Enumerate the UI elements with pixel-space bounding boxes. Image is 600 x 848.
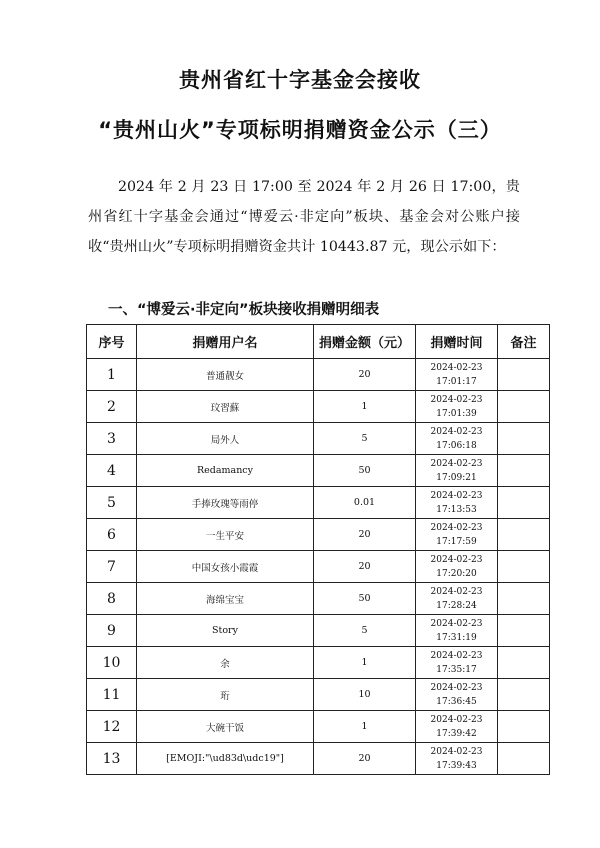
row-time-date: 2024-02-23 (430, 650, 483, 661)
header-time: 捐赠时间 (416, 325, 498, 359)
header-amount: 捐赠金额（元） (314, 325, 416, 359)
row-time-date: 2024-02-23 (430, 362, 483, 373)
document-title-line2: “贵州山火”专项标明捐赠资金公示（三） (98, 118, 502, 142)
table-row (87, 423, 550, 455)
row-remark (498, 711, 550, 743)
row-time (416, 519, 498, 551)
row-remark (498, 359, 550, 391)
table-row (87, 647, 550, 679)
row-amount: 1 (314, 647, 416, 679)
row-amount: 5 (314, 615, 416, 647)
row-donor: [EMOJI:"\ud83d\udc19"] (137, 743, 314, 775)
row-time (416, 583, 498, 615)
row-time-date: 2024-02-23 (430, 394, 483, 405)
table-row (87, 519, 550, 551)
row-time (416, 423, 498, 455)
row-time-clock: 17:28:24 (436, 600, 477, 611)
row-time (416, 359, 498, 391)
table-row (87, 455, 550, 487)
row-time-date: 2024-02-23 (430, 586, 483, 597)
row-donor: 珩 (137, 679, 314, 711)
row-time (416, 711, 498, 743)
row-time-clock: 17:35:17 (436, 664, 477, 675)
row-index: 4 (87, 455, 137, 487)
row-donor: 局外人 (137, 423, 314, 455)
row-donor: Redamancy (137, 455, 314, 487)
row-time (416, 551, 498, 583)
row-remark (498, 583, 550, 615)
row-time (416, 647, 498, 679)
row-amount: 20 (314, 359, 416, 391)
row-donor: 中国女孩小霞霞 (137, 551, 314, 583)
row-time-clock: 17:39:42 (436, 728, 477, 739)
row-remark (498, 391, 550, 423)
row-donor: 海绵宝宝 (137, 583, 314, 615)
table-row (87, 711, 550, 743)
row-index: 10 (87, 647, 137, 679)
table-row (87, 679, 550, 711)
row-time-clock: 17:36:45 (436, 696, 477, 707)
row-time-date: 2024-02-23 (430, 554, 483, 565)
row-amount: 50 (314, 583, 416, 615)
row-donor: 余 (137, 647, 314, 679)
row-donor: 玟習蘇 (137, 391, 314, 423)
row-time-date: 2024-02-23 (430, 458, 483, 469)
table-row (87, 551, 550, 583)
row-index: 8 (87, 583, 137, 615)
row-time-clock: 17:13:53 (436, 504, 477, 515)
row-index: 3 (87, 423, 137, 455)
row-time-date: 2024-02-23 (430, 746, 483, 757)
row-time (416, 487, 498, 519)
table-row (87, 359, 550, 391)
row-time (416, 743, 498, 775)
document-title-line1: 贵州省红十字基金会接收 (179, 68, 421, 92)
row-time (416, 679, 498, 711)
row-index: 13 (87, 743, 137, 775)
header-index: 序号 (87, 325, 137, 359)
row-time-date: 2024-02-23 (430, 522, 483, 533)
row-amount: 1 (314, 391, 416, 423)
row-time-date: 2024-02-23 (430, 714, 483, 725)
row-time-clock: 17:39:43 (436, 760, 477, 771)
row-remark (498, 679, 550, 711)
table-row (87, 743, 550, 775)
table-row (87, 615, 550, 647)
table-header-row (87, 325, 550, 359)
table-row (87, 583, 550, 615)
row-time-clock: 17:09:21 (436, 472, 477, 483)
header-donor: 捐赠用户名 (137, 325, 314, 359)
row-amount: 10 (314, 679, 416, 711)
row-time (416, 615, 498, 647)
header-remark: 备注 (498, 325, 550, 359)
row-donor: Story (137, 615, 314, 647)
row-time-clock: 17:06:18 (436, 440, 477, 451)
row-index: 2 (87, 391, 137, 423)
row-remark (498, 487, 550, 519)
row-remark (498, 615, 550, 647)
row-amount: 20 (314, 551, 416, 583)
row-amount: 20 (314, 743, 416, 775)
row-time-date: 2024-02-23 (430, 426, 483, 437)
row-donor: 普通靓女 (137, 359, 314, 391)
row-remark (498, 519, 550, 551)
row-time-clock: 17:17:59 (436, 536, 477, 547)
row-time-date: 2024-02-23 (430, 490, 483, 501)
row-remark (498, 551, 550, 583)
row-donor: 手捧玫瑰等雨停 (137, 487, 314, 519)
row-donor: 一生平安 (137, 519, 314, 551)
row-remark (498, 423, 550, 455)
row-time-clock: 17:20:20 (436, 568, 477, 579)
table-row (87, 487, 550, 519)
row-time-clock: 17:01:17 (436, 376, 477, 387)
row-time (416, 391, 498, 423)
row-amount: 0.01 (314, 487, 416, 519)
intro-paragraph: 2024 年 2 月 23 日 17:00 至 2024 年 2 月 26 日 17:00，贵州省红十字基金会通过“博爱云·非定向”板块、基金会对公账户接收“贵州山火”专项标明捐赠资金共计 10443.87 元，现公示如下： (88, 179, 520, 255)
intro-paragraph-block (88, 172, 520, 262)
row-amount: 50 (314, 455, 416, 487)
table-row (87, 391, 550, 423)
row-index: 11 (87, 679, 137, 711)
row-time-clock: 17:01:39 (436, 408, 477, 419)
row-index: 7 (87, 551, 137, 583)
row-remark (498, 647, 550, 679)
row-time (416, 455, 498, 487)
row-index: 9 (87, 615, 137, 647)
row-index: 12 (87, 711, 137, 743)
row-remark (498, 743, 550, 775)
row-index: 6 (87, 519, 137, 551)
donation-table (86, 324, 550, 775)
row-time-clock: 17:31:19 (436, 632, 477, 643)
section-title: 一、“博爱云·非定向”板块接收捐赠明细表 (108, 302, 380, 318)
row-amount: 1 (314, 711, 416, 743)
row-donor: 大碗干饭 (137, 711, 314, 743)
row-index: 1 (87, 359, 137, 391)
row-time-date: 2024-02-23 (430, 618, 483, 629)
row-amount: 5 (314, 423, 416, 455)
row-amount: 20 (314, 519, 416, 551)
row-index: 5 (87, 487, 137, 519)
row-remark (498, 455, 550, 487)
row-time-date: 2024-02-23 (430, 682, 483, 693)
